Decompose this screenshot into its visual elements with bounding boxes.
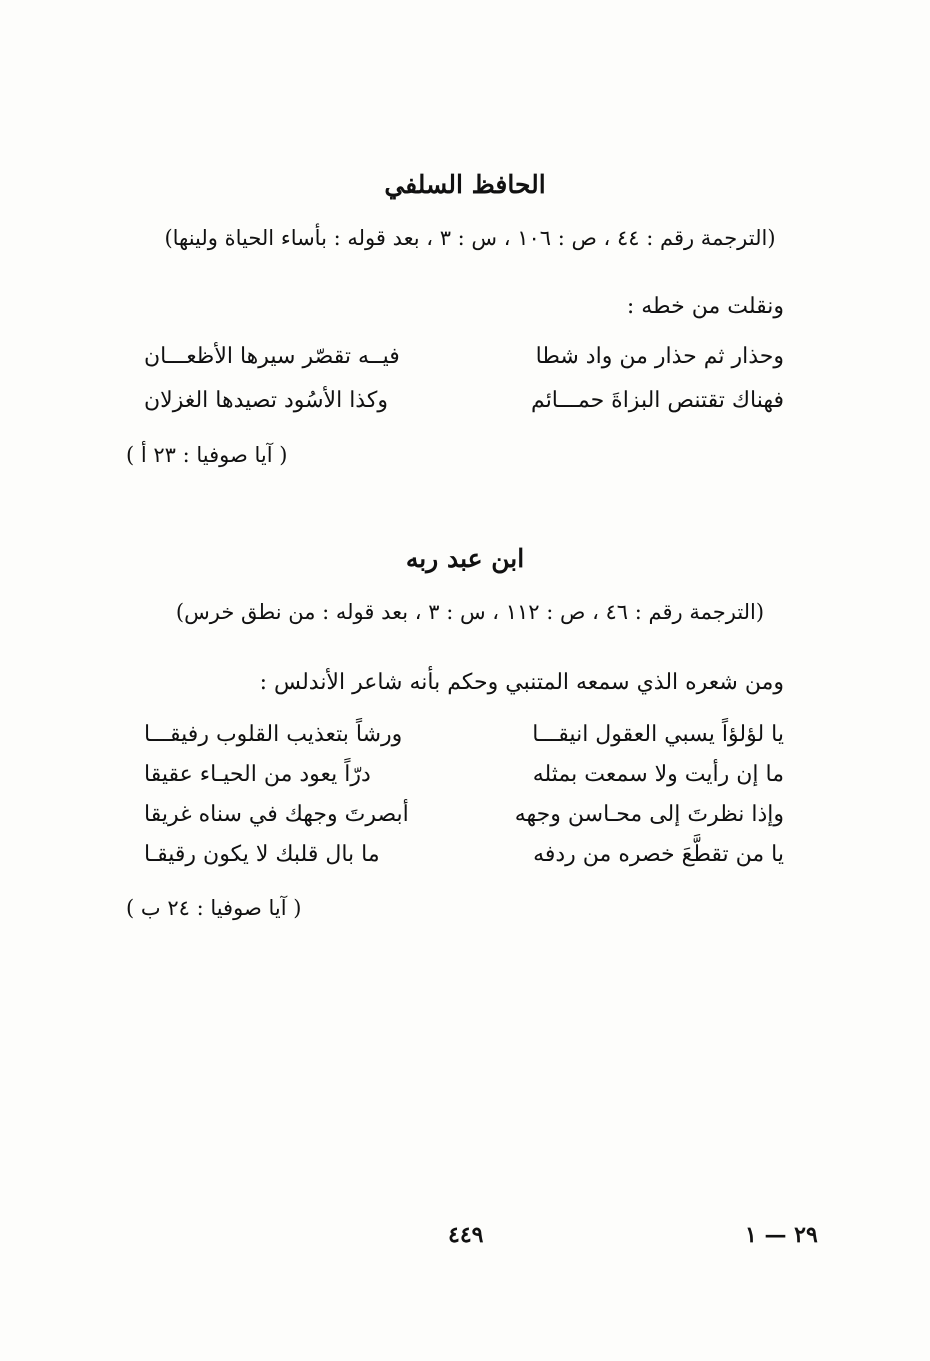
verse-first-hemistich: فهناك تقتنص البزاةَ حمـــائم [531, 388, 784, 413]
source-citation-1: ( آيا صوفيا : ٢٣ أ ) [126, 443, 288, 467]
verse-first-hemistich: وحذار ثم حذار من واد شطا [535, 344, 784, 369]
translation-reference-2: (الترجمة رقم : ٤٦ ، ص : ١١٢ ، س : ٣ ، بعد قوله : من نطق خرس) [175, 600, 765, 624]
section-title-ibn-abd-rabbih: ابن عبد ربه [405, 544, 525, 573]
verse-second-hemistich: أبصرتَ وجهك في سناه غريقا [144, 802, 409, 827]
verse-second-hemistich: درّاً يعود من الحيـاء عقيقا [144, 762, 371, 787]
verse-second-hemistich: ورشاً بتعذيب القلوب رفيقـــا [144, 722, 403, 747]
verse-second-hemistich: وكذا الأسُود تصيدها الغزلان [144, 388, 388, 413]
printer-signature: ٢٩ — ١ [745, 1222, 818, 1248]
verse-second-hemistich: ما بال قلبك لا يكون رقيقـا [144, 842, 380, 867]
source-citation-2: ( آيا صوفيا : ٢٤ ب ) [126, 896, 302, 920]
section-title-salafi: الحافظ السلفي [384, 170, 546, 199]
verse-line [144, 722, 784, 747]
page-number: ٤٤٩ [448, 1222, 484, 1248]
intro-line-2: ومن شعره الذي سمعه المتنبي وحكم بأنه شاعر الأندلس : [259, 670, 784, 695]
verse-first-hemistich: وإذا نظرتَ إلى محـاسن وجهه [514, 802, 784, 827]
translation-reference-1: (الترجمة رقم : ٤٤ ، ص : ١٠٦ ، س : ٣ ، بعد قوله : بأساء الحياة ولينها) [164, 226, 776, 250]
verse-line [144, 842, 784, 867]
verse-line [144, 802, 784, 827]
verse-second-hemistich: فيــه تقصّر سيرها الأظعـــان [144, 344, 400, 369]
verse-first-hemistich: يا لؤلؤاً يسبي العقول انيقـــا [532, 722, 784, 747]
verse-line [144, 344, 784, 369]
verse-first-hemistich: يا من تقطَّعَ خصره من ردفه [533, 842, 784, 867]
verse-line [144, 388, 784, 413]
intro-line-1: ونقلت من خطه : [626, 294, 784, 319]
verse-first-hemistich: ما إن رأيت ولا سمعت بمثله [532, 762, 784, 787]
verse-line [144, 762, 784, 787]
